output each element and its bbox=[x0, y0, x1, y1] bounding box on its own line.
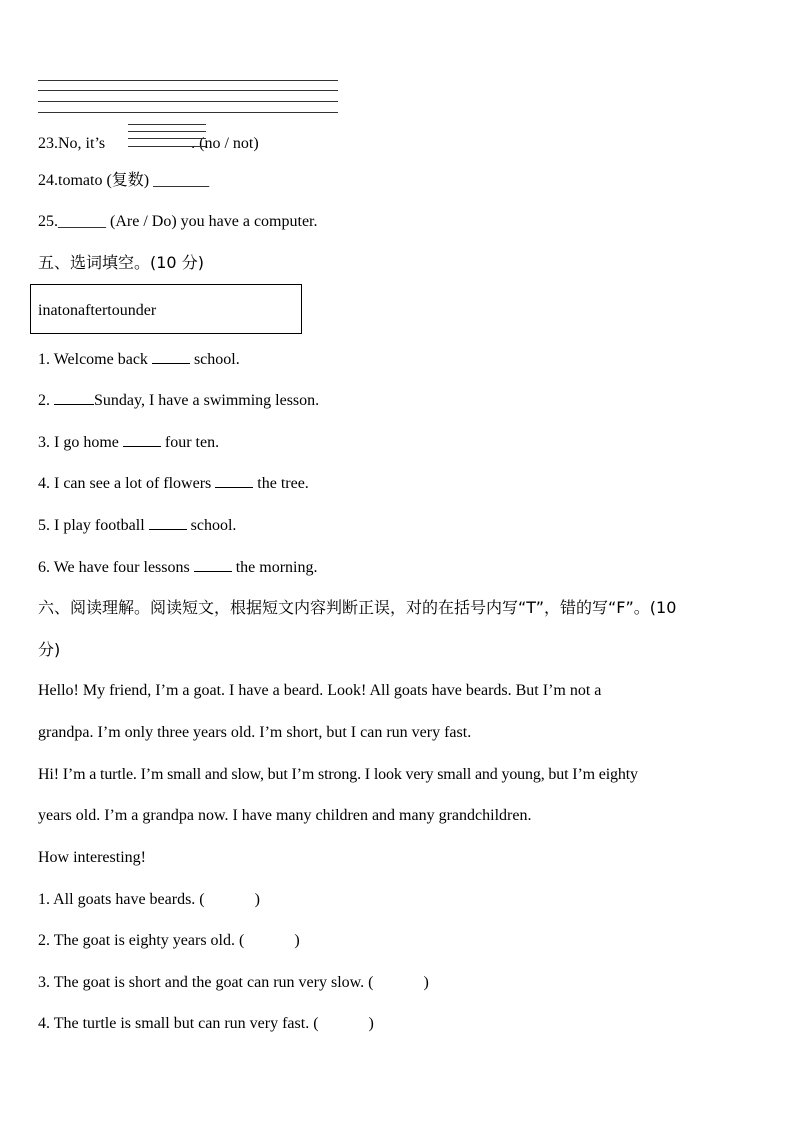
passage-line-5: How interesting! bbox=[38, 849, 146, 866]
fill-item-3: 3. I go home four ten. bbox=[38, 434, 220, 451]
judge-question-2: 2. The goat is eighty years old. ( ) bbox=[38, 932, 300, 949]
fill-item-5: 5. I play football school. bbox=[38, 517, 237, 534]
question-23 bbox=[38, 134, 259, 154]
question-23-prefix: 23.No, it’s bbox=[38, 135, 110, 152]
writing-line-3 bbox=[38, 101, 338, 102]
judge-question-1: 1. All goats have beards. ( ) bbox=[38, 891, 260, 908]
word-bank-box bbox=[30, 284, 302, 334]
fill-item-1: 1. Welcome back school. bbox=[38, 351, 240, 368]
passage-line-3: Hi! I’m a turtle. I’m small and slow, but I’m strong. I look very small and young, but I’m eighty bbox=[38, 766, 638, 783]
mini-line-1 bbox=[128, 124, 206, 125]
fill-item-4: 4. I can see a lot of flowers the tree. bbox=[38, 475, 309, 492]
writing-line-1 bbox=[38, 80, 338, 81]
question-23-suffix: . (no / not) bbox=[191, 135, 259, 152]
passage-line-4: years old. I’m a grandpa now. I have many children and many grandchildren. bbox=[38, 807, 532, 824]
fill-item-2: 2. Sunday, I have a swimming lesson. bbox=[38, 392, 320, 409]
question-25: 25.______ (Are / Do) you have a computer. bbox=[38, 213, 318, 230]
passage-line-2: grandpa. I’m only three years old. I’m short, but I can run very fast. bbox=[38, 724, 472, 741]
mini-line-2 bbox=[128, 131, 206, 132]
answer-blank[interactable] bbox=[215, 473, 253, 488]
section-5-title: 五、选词填空。(10 分) bbox=[38, 253, 204, 272]
answer-blank[interactable] bbox=[194, 557, 232, 572]
answer-blank[interactable] bbox=[149, 515, 187, 530]
word-bank-text: inatonaftertounder bbox=[38, 302, 157, 319]
section-6-title-line-1: 六、阅读理解。阅读短文，根据短文内容判断正误，对的在括号内写“T”，错的写“F”。(10 bbox=[38, 598, 677, 617]
question-24: 24.tomato (复数) _______ bbox=[38, 172, 210, 189]
fill-item-6: 6. We have four lessons the morning. bbox=[38, 559, 318, 576]
mini-line-3 bbox=[128, 138, 206, 139]
section-6-title-line-2: 分) bbox=[38, 640, 61, 659]
answer-blank[interactable] bbox=[54, 390, 94, 405]
answer-blank[interactable] bbox=[123, 432, 161, 447]
writing-line-4 bbox=[38, 112, 338, 113]
judge-question-4: 4. The turtle is small but can run very fast. ( ) bbox=[38, 1015, 374, 1032]
answer-blank[interactable] bbox=[152, 349, 190, 364]
mini-line-4 bbox=[128, 146, 206, 147]
writing-line-2 bbox=[38, 90, 338, 91]
judge-question-3: 3. The goat is short and the goat can run very slow. ( ) bbox=[38, 974, 429, 991]
passage-line-1: Hello! My friend, I’m a goat. I have a beard. Look! All goats have beards. But I’m not a bbox=[38, 682, 602, 699]
